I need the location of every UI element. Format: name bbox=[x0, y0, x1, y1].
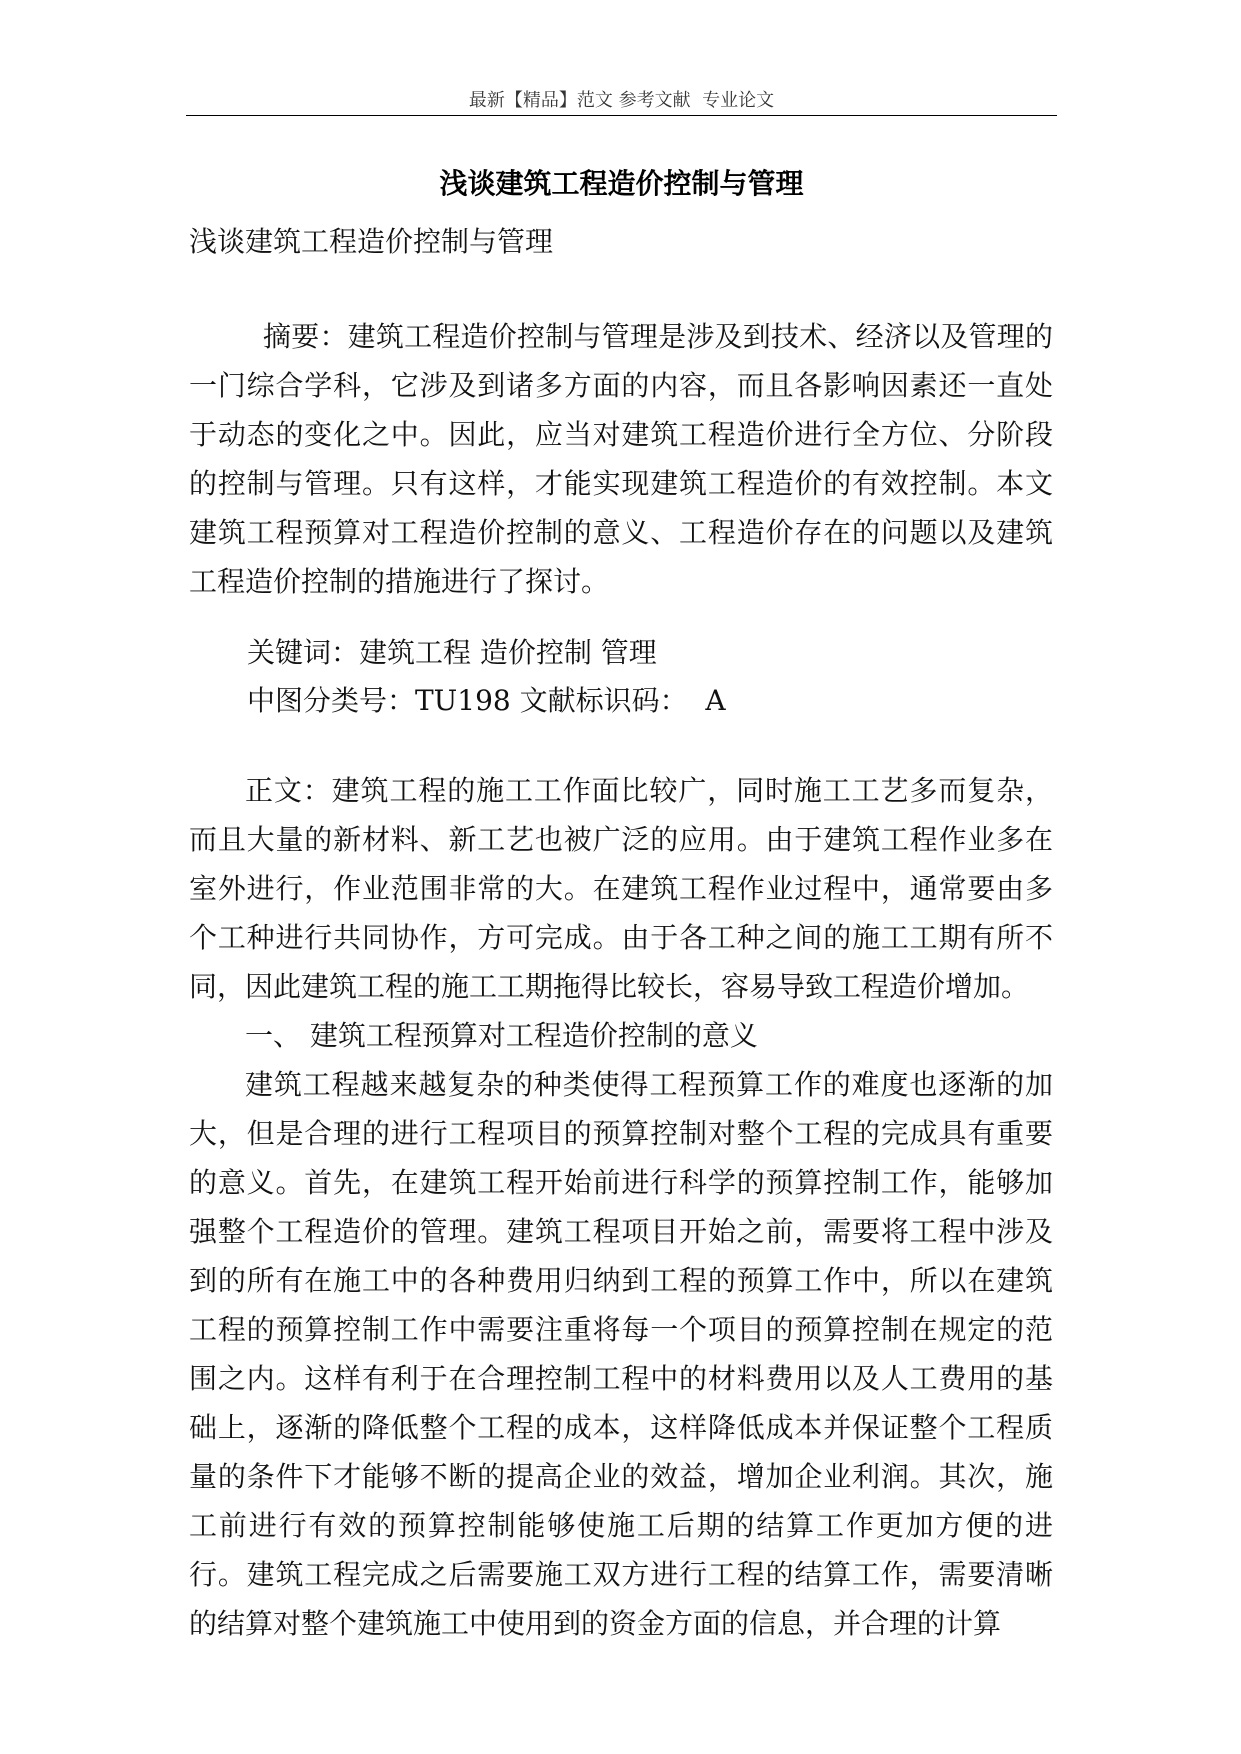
abstract-paragraph: 摘要：建筑工程造价控制与管理是涉及到技术、经济以及管理的一门综合学科，它涉及到诸多方面的内容，而且各影响因素还一直处于动态的变化之中。因此，应当对建筑工程造价进行全方位、分阶段的控制与管理。只有这样，才能实现建筑工程造价的有效控制。本文建筑工程预算对工程造价控制的意义、工程造价存在的问题以及建筑工程造价控制的措施进行了探讨。 bbox=[189, 320, 1053, 598]
abstract bbox=[189, 312, 1053, 606]
page-header: 最新【精品】范文 参考文献 专业论文 bbox=[468, 90, 775, 111]
document-title: 浅谈建筑工程造价控制与管理 bbox=[439, 167, 804, 200]
main-body bbox=[189, 766, 1053, 1648]
document-subtitle: 浅谈建筑工程造价控制与管理 bbox=[189, 225, 554, 258]
header-rule bbox=[186, 115, 1057, 116]
section-paragraph: 建筑工程越来越复杂的种类使得工程预算工作的难度也逐渐的加大，但是合理的进行工程项目的预算控制对整个工程的完成具有重要的意义。首先，在建筑工程开始前进行科学的预算控制工作，能够加强整个工程造价的管理。建筑工程项目开始之前，需要将工程中涉及到的所有在施工中的各种费用归纳到工程的预算工作中，所以在建筑工程的预算控制工作中需要注重将每一个项目的预算控制在规定的范围之内。这样有利于在合理控制工程中的材料费用以及人工费用的基础上，逐渐的降低整个工程的成本，这样降低成本并保证整个工程质量的条件下才能够不断的提高企业的效益，增加企业利润。其次，施工前进行有效的预算控制能够使施工后期的结算工作更加方便的进行。建筑工程完成之后需要施工双方进行工程的结算工作，需要清晰的结算对整个建筑施工中使用到的资金方面的信息，并合理的计算 bbox=[189, 1068, 1053, 1640]
keywords: 关键词：建筑工程 造价控制 管理 bbox=[247, 636, 657, 669]
body-intro-paragraph: 正文：建筑工程的施工工作面比较广，同时施工工艺多而复杂，而且大量的新材料、新工艺也被广泛的应用。由于建筑工程作业多在室外进行，作业范围非常的大。在建筑工程作业过程中，通常要由多个工种进行共同协作，方可完成。由于各工种之间的施工工期有所不同，因此建筑工程的施工工期拖得比较长，容易导致工程造价增加。 bbox=[189, 774, 1053, 1003]
classification-line: 中图分类号：TU198 文献标识码： A bbox=[247, 684, 726, 717]
section-heading: 一、 建筑工程预算对工程造价控制的意义 bbox=[245, 1019, 758, 1052]
